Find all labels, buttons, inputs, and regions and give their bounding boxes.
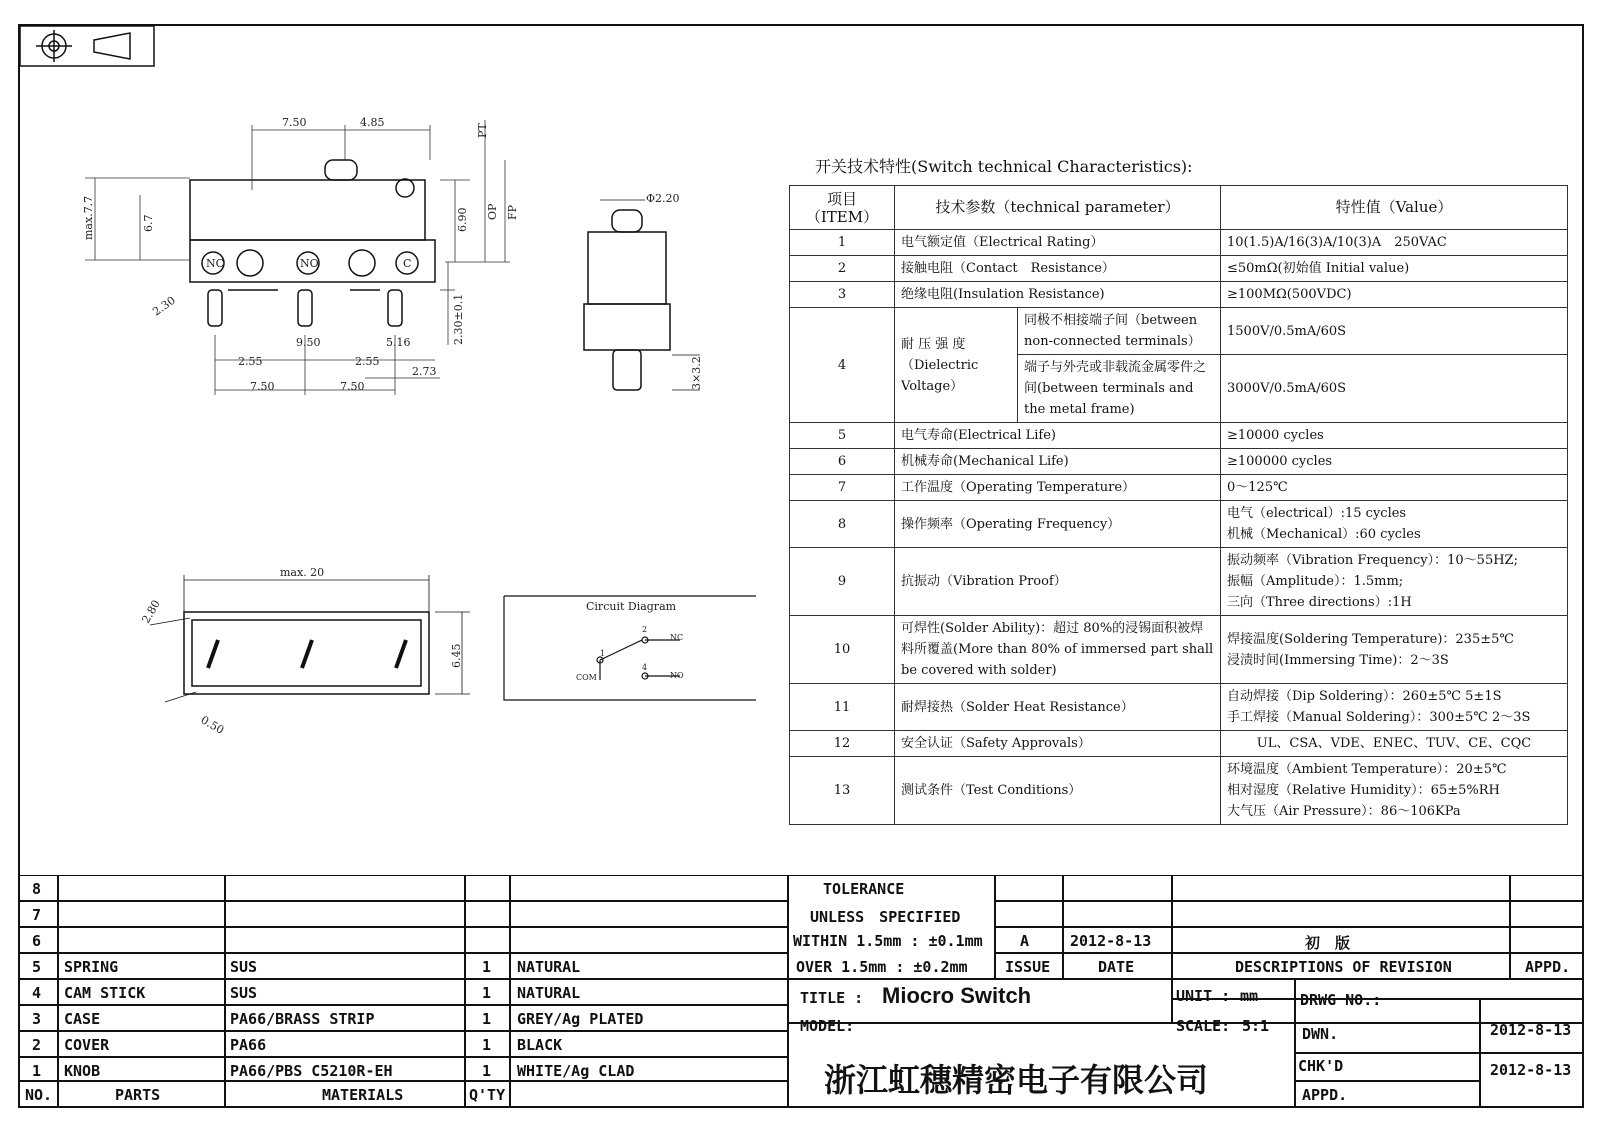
spec-value-line: 大气压（Air Pressure）：86～106KPa — [1227, 804, 1461, 819]
spec-no: 6 — [790, 449, 895, 475]
spec-table — [789, 185, 1568, 825]
spec-row — [790, 475, 1568, 501]
bom-material: PA66/BRASS STRIP — [230, 1010, 375, 1028]
spec-row — [790, 282, 1568, 308]
spec-value-line: 三向（Three directions）:1H — [1227, 595, 1412, 610]
spec-param: 接触电阻（Contact Resistance） — [895, 256, 1221, 282]
spec-value-line: 自动焊接（Dip Soldering）：260±5℃ 5±1S — [1227, 689, 1502, 704]
spec-value-line: 机械（Mechanical）:60 cycles — [1227, 527, 1421, 542]
dim-6-7: 6.7 — [142, 214, 155, 232]
projection-symbol — [20, 26, 154, 66]
bom-material: SUS — [230, 958, 258, 976]
spec-no: 8 — [790, 501, 895, 548]
bom-no: 1 — [32, 1062, 42, 1080]
dim-2-30: 2.30 — [150, 293, 178, 319]
dim-7-50b: 7.50 — [340, 380, 365, 393]
dwn-label: DWN. — [1302, 1025, 1339, 1043]
header-date: DATE — [1098, 958, 1135, 976]
spec-header-item: 项目 （ITEM） — [790, 186, 895, 230]
dim-7-50-top: 7.50 — [282, 116, 307, 129]
dim-phi220: Φ2.20 — [646, 192, 680, 205]
chkd-label: CHK'D — [1298, 1057, 1344, 1075]
spec-value — [1221, 548, 1568, 616]
spec-row — [790, 684, 1568, 731]
revision-date: 2012-8-13 — [1070, 932, 1152, 950]
spec-param: 绝缘电阻(Insulation Resistance) — [895, 282, 1221, 308]
circuit-com: COM — [576, 673, 597, 682]
bom-qty: 1 — [482, 1036, 492, 1054]
dwn-date: 2012-8-13 — [1490, 1021, 1572, 1039]
bom-material: PA66/PBS C5210R-EH — [230, 1062, 393, 1080]
spec-no: 10 — [790, 616, 895, 684]
tolerance-4: OVER 1.5mm : ±0.2mm — [796, 958, 968, 976]
circuit-no: NO — [670, 671, 684, 680]
spec-value — [1221, 684, 1568, 731]
spec-value-line: 振幅（Amplitude）：1.5mm; — [1227, 574, 1404, 589]
spec-param: 安全认证（Safety Approvals） — [895, 731, 1221, 757]
bom-no: 3 — [32, 1010, 42, 1028]
dim-fp: FP — [506, 204, 519, 220]
tolerance-3: WITHIN 1.5mm : ±0.1mm — [793, 932, 983, 950]
bom-material: SUS — [230, 984, 258, 1002]
bom-finish: NATURAL — [517, 958, 581, 976]
spec-row — [790, 731, 1568, 757]
spec-no: 2 — [790, 256, 895, 282]
spec-param: 机械寿命(Mechanical Life) — [895, 449, 1221, 475]
spec-no: 7 — [790, 475, 895, 501]
dim-pt: PT — [476, 123, 489, 138]
spec-param: 电气寿命(Electrical Life) — [895, 423, 1221, 449]
tolerance-1: TOLERANCE — [823, 880, 905, 898]
spec-value-line: 浸渍时间(Immersing Time)：2～3S — [1227, 652, 1449, 668]
bom-header-parts: PARTS — [115, 1086, 161, 1104]
terminal-no: NO — [300, 257, 319, 270]
spec-param: 抗振动（Vibration Proof） — [895, 548, 1221, 616]
dim-5-16: 5.16 — [386, 336, 411, 349]
spec-param: 耐 压 强 度 （Dielectric Voltage） — [895, 308, 1018, 423]
spec-param: 电气额定值（Electrical Rating） — [895, 230, 1221, 256]
spec-subparam: 端子与外壳或非载流金属零件之间(between terminals and the metal frame) — [1018, 355, 1221, 423]
bom-no: 5 — [32, 958, 42, 976]
spec-value-line: 环境温度（Ambient Temperature）：20±5℃ — [1227, 762, 1507, 777]
circuit-pin4: 4 — [642, 663, 648, 672]
spec-param: 耐焊接热（Solder Heat Resistance） — [895, 684, 1221, 731]
spec-value-line: 手工焊接（Manual Soldering）：300±5℃ 2～3S — [1227, 710, 1531, 725]
spec-value — [1221, 501, 1568, 548]
bom-qty: 1 — [482, 958, 492, 976]
circuit-title: Circuit Diagram — [586, 600, 677, 613]
spec-value: ≥10000 cycles — [1221, 423, 1568, 449]
spec-row — [790, 256, 1568, 282]
terminal-nc: NC — [206, 257, 225, 270]
spec-value-line: 相对湿度（Relative Humidity）：65±5%RH — [1227, 783, 1500, 798]
spec-param: 操作频率（Operating Frequency） — [895, 501, 1221, 548]
header-appd: APPD. — [1525, 958, 1571, 976]
chkd-date: 2012-8-13 — [1490, 1061, 1572, 1079]
spec-param: 可焊性(Solder Ability)：超过 80%的浸锡面积被焊料所覆盖(More than 80% of immersed part shall be covered with solder) — [895, 616, 1221, 684]
spec-param: 工作温度（Operating Temperature） — [895, 475, 1221, 501]
spec-header-value: 特性值（Value） — [1221, 186, 1568, 230]
bom-no: 7 — [32, 906, 42, 924]
spec-value: ≤50mΩ(初始值 Initial value) — [1221, 256, 1568, 282]
dim-3x32: 3×3.2 — [690, 356, 703, 390]
title-label: TITLE : — [800, 989, 864, 1007]
bom-finish: NATURAL — [517, 984, 581, 1002]
bom-part: CASE — [64, 1010, 101, 1028]
spec-value: ≥100MΩ(500VDC) — [1221, 282, 1568, 308]
front-dims — [85, 120, 510, 395]
bom-qty: 1 — [482, 984, 492, 1002]
model-label: MODEL: — [800, 1017, 855, 1035]
spec-value-line: 焊接温度(Soldering Temperature)：235±5℃ — [1227, 631, 1514, 647]
bom-finish: WHITE/Ag CLAD — [517, 1062, 635, 1080]
circuit-nc: NC — [670, 633, 684, 642]
bom-no: 4 — [32, 984, 42, 1002]
company-name: 浙江虹穗精密电子有限公司 — [824, 1062, 1209, 1098]
header-descriptions: DESCRIPTIONS OF REVISION — [1235, 958, 1452, 976]
spec-row — [790, 501, 1568, 548]
spec-row — [790, 757, 1568, 825]
spec-value-line: 电气（electrical）:15 cycles — [1227, 506, 1407, 521]
bom-no: 6 — [32, 932, 42, 950]
dim-4-85: 4.85 — [360, 116, 385, 129]
title-block — [20, 875, 1582, 1107]
unit-value: mm — [1240, 987, 1259, 1005]
dim-9-50: 9.50 — [296, 336, 321, 349]
dim-2-55a: 2.55 — [238, 355, 263, 368]
spec-value: 0～125℃ — [1221, 475, 1568, 501]
scale-label: SCALE: — [1176, 1017, 1231, 1035]
bom-header-no: NO. — [25, 1086, 53, 1104]
unit-label: UNIT : — [1176, 987, 1231, 1005]
appd-label: APPD. — [1302, 1086, 1348, 1104]
spec-row — [790, 308, 1568, 355]
top-view — [150, 575, 470, 702]
dim-6-45: 6.45 — [450, 643, 463, 668]
dim-2-73: 2.73 — [412, 365, 437, 378]
tolerance-2: UNLESS SPECIFIED — [810, 908, 961, 926]
side-view — [584, 200, 700, 390]
circuit-pin2: 2 — [642, 625, 648, 634]
spec-value: UL、CSA、VDE、ENEC、TUV、CE、CQC — [1221, 731, 1568, 757]
bom-material: PA66 — [230, 1036, 267, 1054]
bom-finish: BLACK — [517, 1036, 563, 1054]
bom-part: KNOB — [64, 1062, 101, 1080]
bom-no: 2 — [32, 1036, 42, 1054]
spec-header-param: 技术参数（technical parameter） — [895, 186, 1221, 230]
spec-no: 4 — [790, 308, 895, 423]
dim-op: OP — [486, 203, 499, 220]
bom-header-materials: MATERIALS — [322, 1086, 404, 1104]
bom-part: CAM STICK — [64, 984, 146, 1002]
front-view — [190, 160, 435, 326]
bom-finish: GREY/Ag PLATED — [517, 1010, 644, 1028]
dim-2-55b: 2.55 — [355, 355, 380, 368]
spec-row — [790, 449, 1568, 475]
dim-7-50a: 7.50 — [250, 380, 275, 393]
spec-no: 12 — [790, 731, 895, 757]
spec-no: 9 — [790, 548, 895, 616]
dim-max77: max.7.7 — [82, 195, 95, 240]
drawing-number-label: DRWG NO.: — [1300, 991, 1382, 1009]
spec-no: 5 — [790, 423, 895, 449]
terminal-c: C — [403, 257, 412, 270]
spec-subparam: 同极不相接端子间（between non-connected terminals） — [1018, 308, 1221, 355]
spec-no: 1 — [790, 230, 895, 256]
dim-0-50: 0.50 — [198, 713, 227, 737]
spec-value — [1221, 616, 1568, 684]
dim-2-30pm: 2.30±0.1 — [452, 293, 465, 345]
dim-6-90: 6.90 — [456, 207, 469, 232]
spec-value: ≥100000 cycles — [1221, 449, 1568, 475]
spec-value: 10(1.5)A/16(3)A/10(3)A 250VAC — [1221, 230, 1568, 256]
spec-no: 11 — [790, 684, 895, 731]
spec-row — [790, 423, 1568, 449]
bom-qty: 1 — [482, 1062, 492, 1080]
spec-value-line: 振动频率（Vibration Frequency）：10～55HZ; — [1227, 553, 1518, 568]
spec-row — [790, 548, 1568, 616]
bom-qty: 1 — [482, 1010, 492, 1028]
spec-param: 测试条件（Test Conditions） — [895, 757, 1221, 825]
circuit-pin1: 1 — [600, 649, 606, 658]
spec-value: 3000V/0.5mA/60S — [1221, 355, 1568, 423]
header-issue: ISSUE — [1005, 958, 1051, 976]
bom-part: SPRING — [64, 958, 119, 976]
bom-header-qty: Q'TY — [469, 1086, 506, 1104]
spec-no: 13 — [790, 757, 895, 825]
dim-2-80: 2.80 — [139, 597, 163, 626]
bom-no: 8 — [32, 880, 42, 898]
drawing-title: Miocro Switch — [882, 983, 1032, 1008]
spec-title: 开关技术特性(Switch technical Characteristics): — [815, 157, 1193, 176]
dim-max20: max. 20 — [280, 566, 325, 579]
spec-no: 3 — [790, 282, 895, 308]
spec-row — [790, 230, 1568, 256]
revision-description: 初 版 — [1305, 934, 1351, 952]
scale-value: 5:1 — [1242, 1017, 1270, 1035]
spec-value: 1500V/0.5mA/60S — [1221, 308, 1568, 355]
revision-letter: A — [1020, 932, 1030, 950]
spec-value — [1221, 757, 1568, 825]
bom-part: COVER — [64, 1036, 110, 1054]
spec-row — [790, 616, 1568, 684]
